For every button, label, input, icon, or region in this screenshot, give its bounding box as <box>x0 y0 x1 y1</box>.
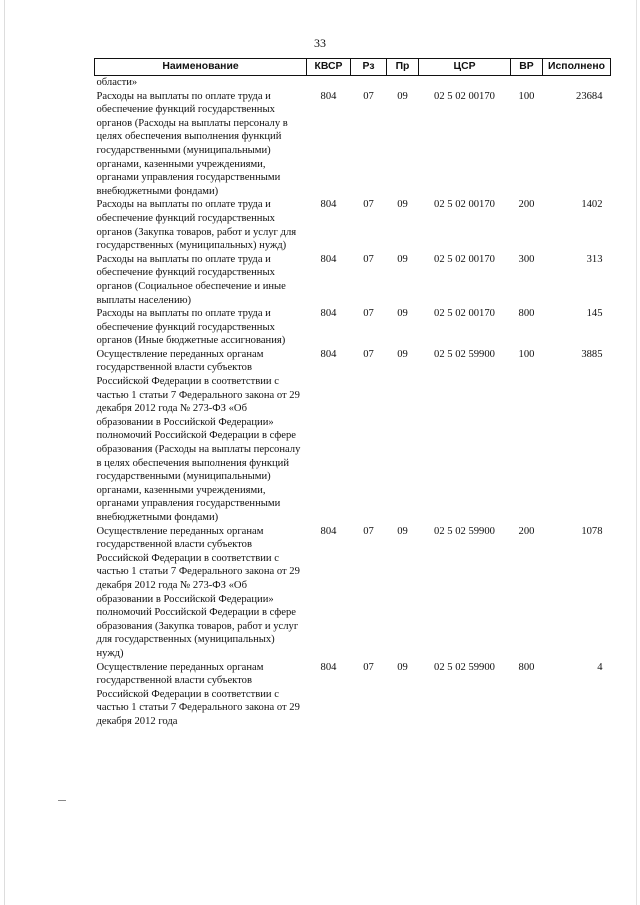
cell-rz: 07 <box>363 525 374 537</box>
table-row <box>95 348 611 525</box>
cell-rz: 07 <box>363 308 374 320</box>
cell-vr: 100 <box>518 348 535 360</box>
cell-rz: 07 <box>363 253 374 265</box>
cell-csr: 02 5 02 59900 <box>434 348 495 360</box>
cell-rz: 07 <box>363 199 374 211</box>
cell-kvsr: 804 <box>320 525 337 537</box>
cell-name: Расходы на выплаты по оплате труда и обеспечение функций государственных органов (Расходы на выплаты персоналу в целях обеспечения выполнения функций государственными (муниципальными) органами, казенными учреждениями, органами управления государственными внебюджетными фондами) <box>96 90 288 197</box>
cell-name: Расходы на выплаты по оплате труда и обеспечение функций государственных органов (Иные бюджетные ассигнования) <box>96 308 286 347</box>
cell-pr: 09 <box>397 348 408 360</box>
cell-kvsr <box>307 76 351 90</box>
cell-csr <box>419 76 511 90</box>
scan-edge-left <box>4 0 5 905</box>
header-name: Наименование <box>95 59 307 76</box>
cell-vr: 800 <box>518 661 535 673</box>
margin-mark <box>58 800 66 801</box>
header-done: Исполнено <box>543 59 611 76</box>
cell-pr: 09 <box>397 199 408 211</box>
cell-rz: 07 <box>363 90 374 102</box>
scan-edge-right <box>636 0 637 905</box>
cell-vr <box>511 76 543 90</box>
cell-rz: 07 <box>363 348 374 360</box>
cell-pr: 09 <box>397 90 408 102</box>
cell-pr: 09 <box>397 253 408 265</box>
cell-vr: 200 <box>518 199 535 211</box>
cell-vr: 800 <box>518 308 535 320</box>
cell-done: 145 <box>586 308 603 320</box>
cell-done: 1078 <box>581 525 603 537</box>
cell-csr: 02 5 02 00170 <box>434 253 495 265</box>
cell-name: Расходы на выплаты по оплате труда и обеспечение функций государственных органов (Закупка товаров, работ и услуг для государственных (муниципальных) нужд) <box>96 199 297 252</box>
cell-vr: 200 <box>518 525 535 537</box>
header-pr: Пр <box>387 59 419 76</box>
cell-rz: 07 <box>363 661 374 673</box>
cell-done <box>543 76 611 90</box>
cell-done: 4 <box>597 661 603 673</box>
header-kvsr: КВСР <box>307 59 351 76</box>
cell-vr: 300 <box>518 253 535 265</box>
cell-name: Осуществление переданных органам государственной власти субъектов Российской Федерации в соответствии с частью 1 статьи 7 Федерального закона от 29 декабря 2012 года <box>96 661 300 727</box>
header-rz: Рз <box>351 59 387 76</box>
cell-kvsr: 804 <box>320 253 337 265</box>
table-header-row <box>95 59 611 76</box>
cell-done: 313 <box>586 253 603 265</box>
cell-vr: 100 <box>518 90 535 102</box>
cell-name: Расходы на выплаты по оплате труда и обеспечение функций государственных органов (Социальное обеспечение и иные выплаты населению) <box>96 253 286 306</box>
cell-name: Осуществление переданных органам государственной власти субъектов Российской Федерации в соответствии с частью 1 статьи 7 Федерального закона от 29 декабря 2012 года № 273-ФЗ «Об образовании в Российской Федерации» полномочий Российской Федерации в сфере образования (Закупка товаров, работ и услуг для государственных (муниципальных) нужд) <box>96 525 300 659</box>
cell-rz <box>351 76 387 90</box>
cell-csr: 02 5 02 59900 <box>434 661 495 673</box>
budget-table <box>94 58 611 729</box>
cell-kvsr: 804 <box>320 661 337 673</box>
cell-csr: 02 5 02 00170 <box>434 199 495 211</box>
table-row <box>95 90 611 199</box>
table-row <box>95 198 611 252</box>
cell-pr: 09 <box>397 661 408 673</box>
cell-done: 1402 <box>581 199 603 211</box>
header-vr: ВР <box>511 59 543 76</box>
table-row <box>95 525 611 661</box>
table-row <box>95 661 611 729</box>
cell-csr: 02 5 02 59900 <box>434 525 495 537</box>
page-number: 33 <box>314 36 326 50</box>
cell-kvsr: 804 <box>320 199 337 211</box>
header-csr: ЦСР <box>419 59 511 76</box>
table-row <box>95 76 611 90</box>
cell-done: 23684 <box>576 90 603 102</box>
cell-name: Осуществление переданных органам государственной власти субъектов Российской Федерации в соответствии с частью 1 статьи 7 Федерального закона от 29 декабря 2012 года № 273-ФЗ «Об образовании в Российской Федерации» полномочий Российской Федерации в сфере образования (Расходы на выплаты персоналу в целях обеспечения выполнения функций государственными (муниципальными) органами, казенными учреждениями, органами управления государственными внебюджетными фондами) <box>96 348 301 523</box>
cell-kvsr: 804 <box>320 308 337 320</box>
cell-csr: 02 5 02 00170 <box>434 308 495 320</box>
cell-pr: 09 <box>397 308 408 320</box>
cell-kvsr: 804 <box>320 90 337 102</box>
cell-name: области» <box>96 77 138 88</box>
cell-pr: 09 <box>397 525 408 537</box>
table-row <box>95 307 611 348</box>
cell-kvsr: 804 <box>320 348 337 360</box>
cell-csr: 02 5 02 00170 <box>434 90 495 102</box>
cell-done: 3885 <box>581 348 603 360</box>
table-row <box>95 253 611 307</box>
cell-pr <box>387 76 419 90</box>
